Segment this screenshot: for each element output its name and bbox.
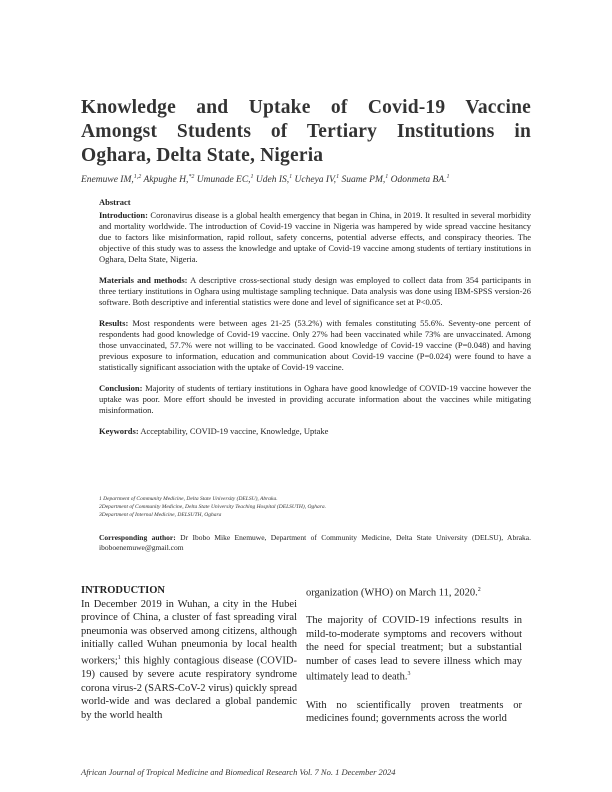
author-name: Enemuwe IM, bbox=[81, 175, 134, 186]
author-list bbox=[81, 174, 531, 185]
author-affiliation-mark: 1,2 bbox=[133, 174, 142, 180]
citation-mark: 2 bbox=[477, 587, 481, 593]
body-paragraph bbox=[306, 614, 522, 684]
author-name: Suame PM, bbox=[341, 175, 386, 186]
body-text: In December 2019 in Wuhan, a city in the Hubei province of China, a cluster of fast spreading viral pneumonia was observed among citizens, although initially called Wuhan pneumonia by local health workers; bbox=[81, 598, 297, 667]
author-affiliation-mark: *2 bbox=[188, 174, 195, 180]
introduction-heading: INTRODUCTION bbox=[81, 585, 166, 596]
citation-mark: 3 bbox=[407, 671, 411, 678]
paragraph-gap bbox=[306, 685, 522, 699]
body-text: The majority of COVID-19 infections results in mild-to-moderate symptoms and recovers without the need for special treatment; but a substantial number of cases lead to severe illness which may ultimately lead to death. bbox=[306, 615, 522, 683]
author-name: Odonmeta BA. bbox=[390, 175, 447, 186]
author-affiliation-mark: 1 bbox=[336, 174, 340, 180]
body-paragraph bbox=[306, 699, 522, 726]
affiliation-line: 1 Department of Community Medicine, Delta State University (DELSU), Abraka. bbox=[99, 496, 278, 502]
conclusion-label: Conclusion: bbox=[99, 383, 143, 393]
body-column-left bbox=[81, 584, 297, 722]
body-text: With no scientifically proven treatments or medicines found; governments across the world bbox=[306, 699, 522, 725]
body-text: this highly contagious disease (COVID-19) caused by severe acute respiratory syndrome corona virus-2 (SARS-CoV-2 virus) quickly spread world-wide and was declared a global pandemic by the world health bbox=[81, 655, 297, 721]
corresponding-author bbox=[99, 533, 531, 553]
methods-label: Materials and methods: bbox=[99, 275, 188, 285]
affiliation-line: 3Department of Internal Medicine, DELSUTH, Oghara bbox=[99, 512, 222, 518]
paragraph-gap bbox=[306, 600, 522, 614]
author-affiliation-mark: 1 bbox=[289, 174, 293, 180]
corresponding-text: Dr Ibobo Mike Enemuwe, Department of Community Medicine, Delta State University (DELSU), Abraka. iboboenemuwe@gmail.com bbox=[99, 533, 532, 552]
results-text: Most respondents were between ages 21-25 (53.2%) with females constituting 55.6%. Seventy-one percent of respondents had good knowledge of Covid-19 vaccine. Only 27% had been vaccinated while 73% are unvaccinated. Among those unvaccinated, 57.7% were not willing to be vaccinated. Good knowledge of Covid-19 vaccine (P=0.048) and having previous exposure to information, education and communication about Covid-19 vaccine (P=0.024) were found to have a statistically significant association with the uptake of Covid-19 vaccine. bbox=[99, 318, 531, 372]
body-paragraph bbox=[306, 584, 522, 600]
introduction-text: Coronavirus disease is a global health emergency that began in China, in 2019. It resulted in several morbidity and mortality worldwide. The introduction of Covid-19 vaccine in Nigeria was hampered by wide spread vaccine hesitancy due to factors like misinformation, rapid rollout, safety concerns, potential adverse effects, and conspiracy theories. The objective of this study was to assess the knowledge and uptake of Covid-19 vaccine among students of tertiary institutions in Oghara, Delta State, Nigeria. bbox=[99, 210, 531, 264]
conclusion-text: Majority of students of tertiary institutions in Oghara have good knowledge of COVID-19 vaccine however the uptake was poor. More effort should be invested in providing accurate information about the vaccines while mitigating misinformation. bbox=[99, 383, 531, 415]
abstract-introduction bbox=[99, 210, 531, 265]
abstract-heading: Abstract bbox=[99, 197, 131, 207]
abstract-methods bbox=[99, 275, 531, 308]
author-name: Umunade EC, bbox=[196, 175, 251, 186]
paper-title: Knowledge and Uptake of Covid-19 Vaccine Amongst Students of Tertiary Institutions in Oghara, Delta State, Nigeria bbox=[81, 97, 531, 166]
methods-text: A descriptive cross-sectional study design was employed to collect data from 354 participants in three tertiary institutions in Oghara using multistage sampling technique. Data analysis was done using IBM-SPSS version-26 software. Both descriptive and inferential statistics were done and level of significance set at P<0.05. bbox=[99, 275, 531, 307]
abstract-conclusion bbox=[99, 383, 531, 416]
author-name: Akpughe H, bbox=[143, 175, 189, 186]
introduction-label: Introduction: bbox=[99, 210, 148, 220]
author-affiliation-mark: 1 bbox=[250, 174, 254, 180]
keywords-label: Keywords: bbox=[99, 426, 139, 436]
author-affiliation-mark: 1 bbox=[446, 174, 450, 180]
affiliations bbox=[99, 495, 531, 519]
corresponding-label: Corresponding author: bbox=[99, 533, 176, 542]
author-name: Udeh IS, bbox=[255, 175, 290, 186]
keywords-text: Acceptability, COVID-19 vaccine, Knowledge, Uptake bbox=[138, 426, 329, 436]
body-text: organization (WHO) on March 11, 2020. bbox=[306, 587, 478, 599]
author-affiliation-mark: 1 bbox=[385, 174, 389, 180]
journal-footer: African Journal of Tropical Medicine and Biomedical Research Vol. 7 No. 1 December 2024 bbox=[81, 767, 396, 777]
body-paragraph bbox=[81, 598, 297, 723]
abstract bbox=[99, 197, 531, 447]
abstract-keywords bbox=[99, 426, 531, 437]
results-label: Results: bbox=[99, 318, 129, 328]
affiliation-line: 2Department of Community Medicine, Delta State University Teaching Hospital (DELSUTH), Oghara. bbox=[99, 504, 326, 510]
author-name: Ucheya IV, bbox=[294, 175, 337, 186]
body-column-right bbox=[306, 584, 522, 726]
abstract-results bbox=[99, 318, 531, 373]
citation-mark: 1 bbox=[117, 654, 121, 661]
